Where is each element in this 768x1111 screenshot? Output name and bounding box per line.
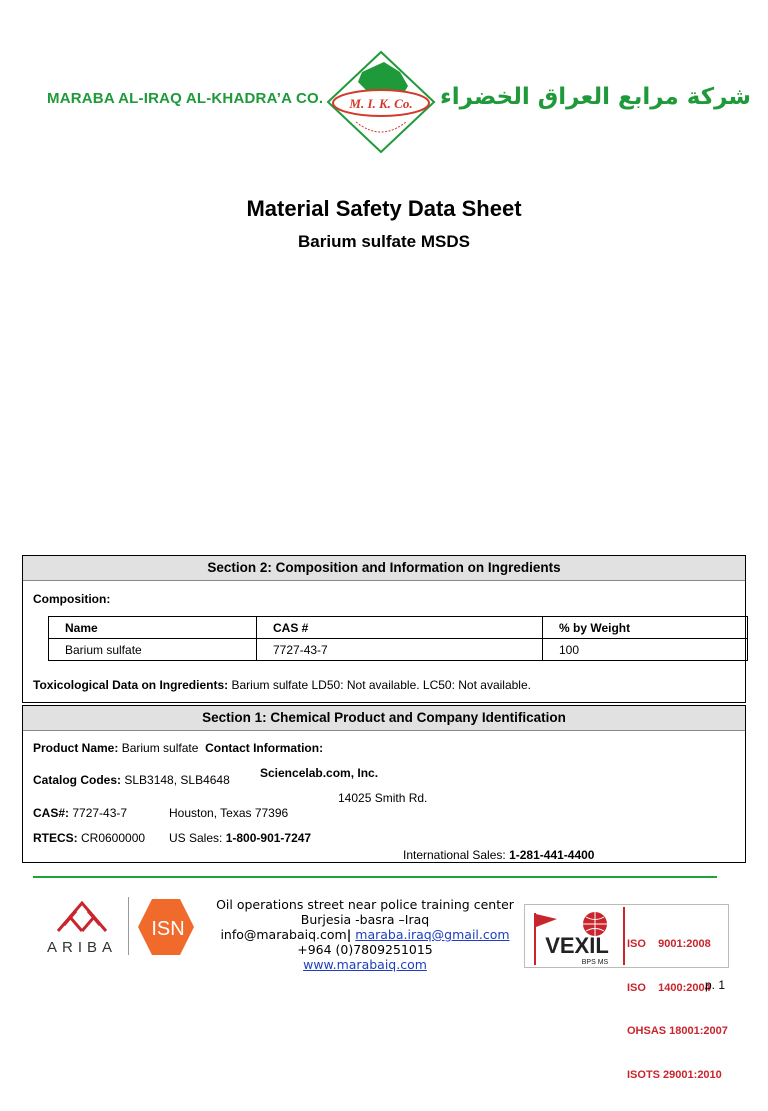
company-logo — [326, 50, 436, 154]
vexil-text: VEXIL — [545, 933, 609, 958]
ingredients-table — [48, 616, 748, 661]
vexil-divider — [623, 907, 625, 965]
contact-company: Sciencelab.com, Inc. — [260, 766, 379, 780]
us-sales-line — [169, 831, 311, 845]
email-line — [180, 927, 550, 942]
document-subtitle: Barium sulfate MSDS — [298, 232, 470, 251]
product-name-value: Barium sulfate — [118, 741, 199, 755]
column-header-cas: CAS # — [257, 617, 543, 639]
certification-list — [627, 908, 728, 1111]
catalog-codes-line — [33, 773, 230, 787]
footer-divider — [33, 876, 717, 878]
cell-cas: 7727-43-7 — [257, 639, 543, 661]
cas-label: CAS#: — [33, 806, 70, 820]
cas-line — [33, 806, 127, 820]
vexil-logo — [527, 907, 623, 967]
rtecs-value: CR0600000 — [77, 831, 146, 845]
phone-line: +964 (0)7809251015 — [297, 942, 433, 957]
cell-name: Barium sulfate — [49, 639, 257, 661]
product-name-label: Product Name: — [33, 741, 119, 755]
international-sales-value: 1-281-441-4400 — [509, 848, 595, 862]
address-line-2: Burjesia -basra –Iraq — [300, 912, 430, 927]
table-row — [49, 639, 748, 661]
table-header-row — [49, 617, 748, 639]
international-sales-line — [403, 848, 594, 862]
ariba-logo — [32, 895, 132, 957]
toxicological-label: Toxicological Data on Ingredients: — [33, 678, 229, 692]
cert-ohsas-18001: OHSAS 18001:2007 — [627, 1025, 728, 1037]
email-separator: | — [346, 927, 352, 942]
cell-weight: 100 — [543, 639, 748, 661]
catalog-codes-label: Catalog Codes: — [33, 773, 122, 787]
isn-text: ISN — [151, 918, 185, 940]
address-line-1: Oil operations street near police training center — [216, 897, 514, 912]
email-primary: info@marabaiq.com — [220, 927, 347, 942]
company-name-english: MARABA AL-IRAQ AL-KHADRA’A CO. — [47, 90, 324, 107]
ariba-text: ARIBA — [46, 939, 118, 956]
website-link[interactable]: www.marabaiq.com — [303, 957, 427, 972]
logo-text: M. I. K. Co. — [349, 96, 413, 111]
rtecs-label: RTECS: — [33, 831, 78, 845]
company-name-arabic: شركة مرابع العراق الخضراء — [440, 84, 752, 110]
cert-isots-29001: ISOTS 29001:2010 — [627, 1068, 722, 1081]
catalog-codes-value: SLB3148, SLB4648 — [121, 773, 230, 787]
column-header-weight: % by Weight — [543, 617, 748, 639]
toxicological-text: Barium sulfate LD50: Not available. LC50: Not available. — [228, 678, 531, 692]
vexil-subtext: BPS MS — [581, 959, 609, 966]
rtecs-line — [33, 831, 145, 845]
contact-info-label: Contact Information: — [205, 741, 324, 755]
section-1-heading: Section 1: Chemical Product and Company Identification — [23, 706, 745, 731]
footer-address — [180, 897, 550, 972]
international-sales-label: International Sales: — [403, 848, 510, 862]
toxicological-data — [33, 678, 531, 692]
us-sales-value: 1-800-901-7247 — [225, 831, 312, 845]
cert-iso-9001: ISO 9001:2008 — [627, 938, 711, 950]
product-name-line — [33, 741, 323, 755]
contact-street: 14025 Smith Rd. — [338, 791, 428, 805]
page-number: p. 1 — [705, 978, 726, 992]
column-header-name: Name — [49, 617, 257, 639]
email-secondary-link[interactable]: maraba.iraq@gmail.com — [355, 927, 510, 942]
section-2-heading: Section 2: Composition and Information on Ingredients — [23, 556, 745, 581]
us-sales-label: US Sales: — [169, 831, 226, 845]
cert-iso-1400: ISO 1400:2004 — [627, 981, 711, 994]
document-title: Material Safety Data Sheet — [246, 196, 522, 221]
footer-logo-divider — [128, 897, 129, 955]
contact-city: Houston, Texas 77396 — [169, 806, 289, 820]
cas-value: 7727-43-7 — [69, 806, 128, 820]
composition-label: Composition: — [33, 592, 111, 606]
